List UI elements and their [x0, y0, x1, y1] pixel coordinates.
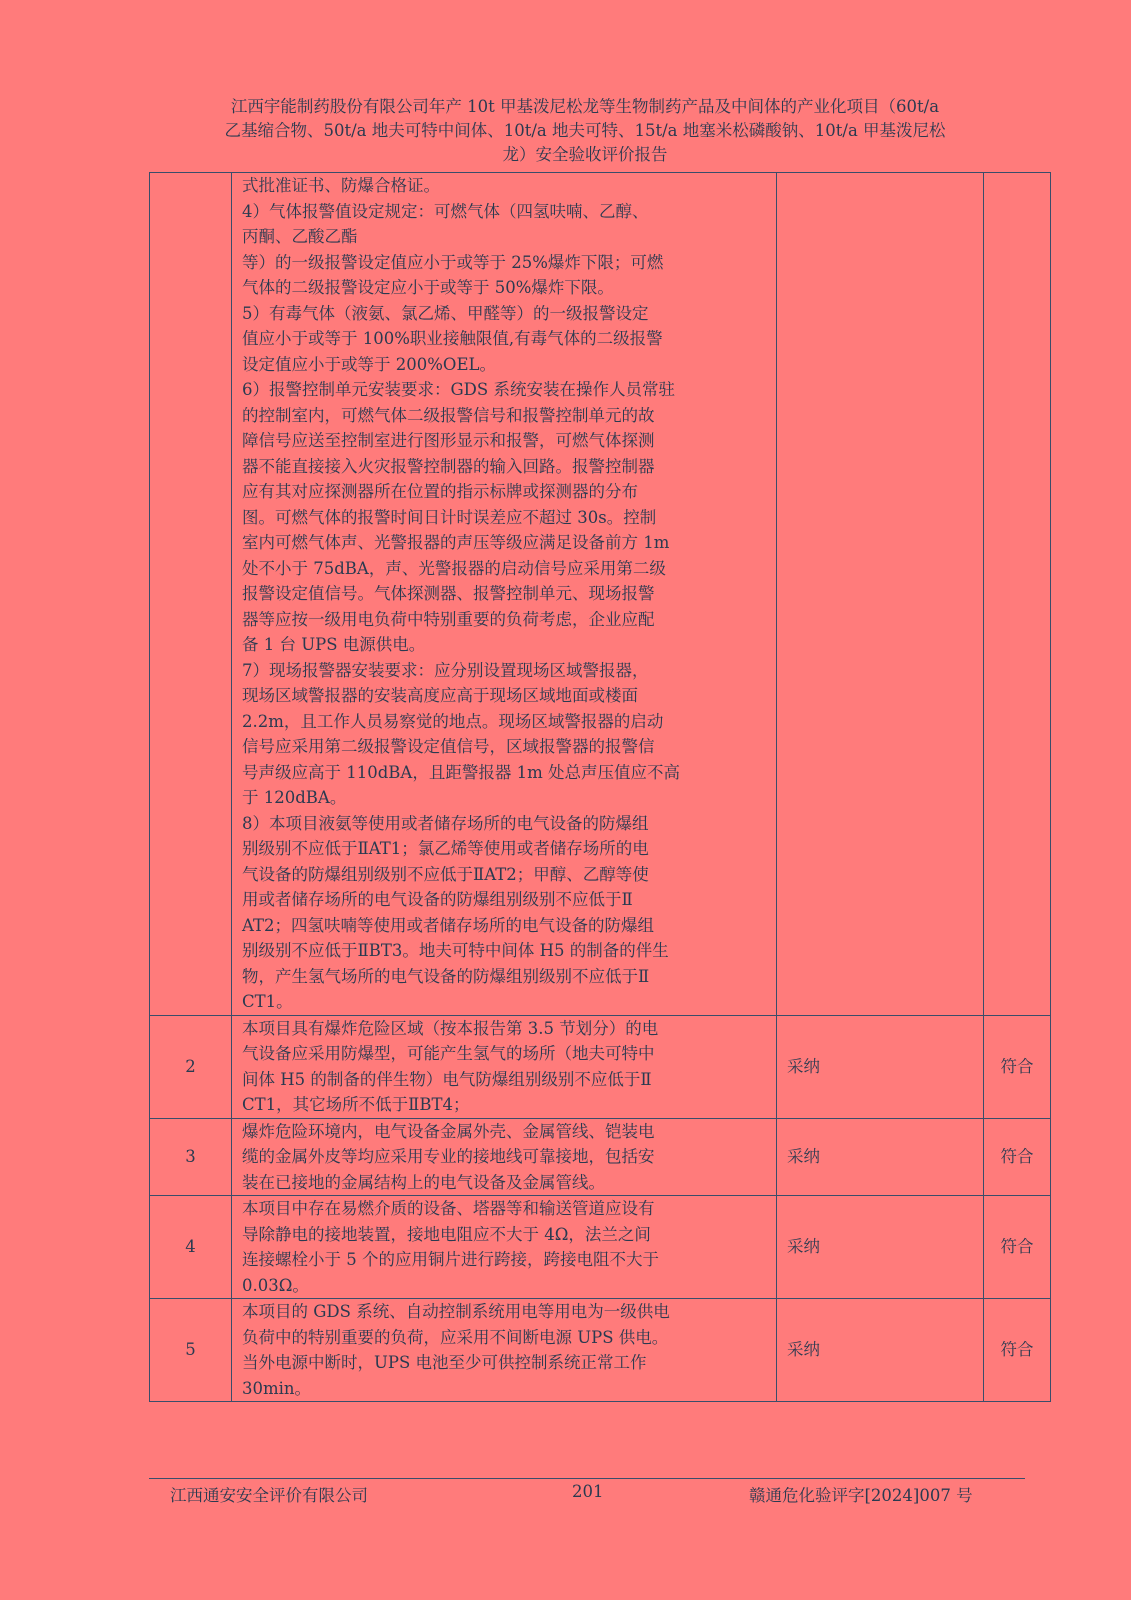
content-line: 器等应按一级用电负荷中特别重要的负荷考虑，企业应配: [242, 609, 655, 629]
content-line: 气设备应采用防爆型，可能产生氢气的场所（地夫可特中: [242, 1044, 655, 1063]
header-line-3: 龙）安全验收评价报告: [502, 145, 668, 164]
content-line: 本项目的 GDS 系统、自动控制系统用电等用电为一级供电: [242, 1302, 670, 1321]
content-line: 现场区域警报器的安装高度应高于现场区域地面或楼面: [242, 686, 638, 705]
header-line-1: 江西宇能制药股份有限公司年产 10t 甲基泼尼松龙等生物制药产品及中间体的产业化项目（60t/a: [230, 97, 940, 116]
header-line-2: 乙基缩合物、50t/a 地夫可特中间体、10t/a 地夫可特、15t/a 地塞米松磷酸钠、10t/a 甲基泼尼松: [224, 121, 946, 140]
page-number: 201: [572, 1482, 604, 1501]
content-line: 报警设定值信号。气体探测器、报警控制单元、现场报警: [242, 584, 655, 603]
content-line: 8）本项目液氨等使用或者储存场所的电气设备的防爆组: [242, 813, 649, 833]
content-line: 室内可燃气体声、光警报器的声压等级应满足设备前方 1m: [242, 533, 670, 552]
content-line: 7）现场报警器安装要求：应分别设置现场区域警报器，: [242, 660, 649, 680]
table-row: [150, 1118, 1051, 1196]
content-line: 缆的金属外皮等均应采用专业的接地线可靠接地，包括安: [242, 1147, 655, 1166]
row-number: 4: [150, 1196, 232, 1299]
evaluation-table: [149, 172, 1051, 1402]
content-line: CT1，其它场所不低于ⅡBT4；: [242, 1095, 470, 1114]
measure-cell: [777, 173, 984, 1016]
content-line: 处不小于 75dBA，声、光警报器的启动信号应采用第二级: [242, 558, 666, 578]
result-cell: 符合: [984, 1196, 1051, 1299]
content-line: 物，产生氢气场所的电气设备的防爆组别级别不应低于Ⅱ: [242, 966, 650, 986]
content-line: 障信号应送至控制室进行图形显示和报警，可燃气体探测: [242, 431, 655, 450]
row-number-cell: [150, 173, 232, 1016]
content-line: 0.03Ω。: [242, 1275, 309, 1295]
row-number: 2: [150, 1015, 232, 1118]
content-line: 4）气体报警值设定规定：可燃气体（四氢呋喃、乙醇、: [242, 201, 649, 221]
measure-cell: 采纳: [777, 1015, 984, 1118]
result-cell: [984, 173, 1051, 1016]
requirement-cell: [232, 1196, 777, 1299]
content-line: 值应小于或等于 100%职业接触限值,有毒气体的二级报警: [242, 329, 663, 348]
row-number: 3: [150, 1118, 232, 1196]
content-line: 设定值应小于或等于 200%OEL。: [242, 354, 496, 374]
content-line: 装在已接地的金属结构上的电气设备及金属管线。: [242, 1172, 605, 1192]
table-row: [150, 1015, 1051, 1118]
result-cell: 符合: [984, 1118, 1051, 1196]
content-line: 备 1 台 UPS 电源供电。: [242, 635, 426, 654]
result-cell: 符合: [984, 1299, 1051, 1402]
row-number: 5: [150, 1299, 232, 1402]
content-line: 6）报警控制单元安装要求：GDS 系统安装在操作人员常驻: [242, 380, 675, 399]
table-row: [150, 1196, 1051, 1299]
content-line: 信号应采用第二级报警设定值信号，区域报警器的报警信: [242, 737, 655, 756]
measure-cell: 采纳: [777, 1299, 984, 1402]
content-line: 的控制室内，可燃气体二级报警信号和报警控制单元的故: [242, 405, 655, 425]
document-number: 赣通危化验评字[2024]007 号: [749, 1486, 973, 1505]
requirement-cell: [232, 1118, 777, 1196]
content-line: 间体 H5 的制备的伴生物）电气防爆组别级别不应低于Ⅱ: [242, 1069, 652, 1089]
content-line: 用或者储存场所的电气设备的防爆组别级别不应低于Ⅱ: [242, 890, 633, 909]
content-line: AT2；四氢呋喃等使用或者储存场所的电气设备的防爆组: [242, 915, 655, 935]
content-line: 本项目具有爆炸危险区域（按本报告第 3.5 节划分）的电: [242, 1018, 659, 1038]
content-line: 当外电源中断时，UPS 电池至少可供控制系统正常工作: [242, 1353, 647, 1372]
content-line: 等）的一级报警设定值应小于或等于 25%爆炸下限；可燃: [242, 252, 664, 272]
requirement-cell: [232, 1299, 777, 1402]
content-line: 于 120dBA。: [242, 788, 347, 807]
content-line: 别级别不应低于ⅡBT3。地夫可特中间体 H5 的制备的伴生: [242, 941, 669, 960]
content-line: 应有其对应探测器所在位置的指示标牌或探测器的分布: [242, 482, 638, 501]
content-line: 导除静电的接地装置，接地电阻应不大于 4Ω，法兰之间: [242, 1224, 651, 1244]
table-row-continuation: [150, 173, 1051, 1016]
page-header: [150, 95, 1020, 167]
content-line: 本项目中存在易燃介质的设备、塔器等和输送管道应设有: [242, 1199, 655, 1218]
content-line: CT1。: [242, 992, 293, 1011]
measure-cell: 采纳: [777, 1118, 984, 1196]
result-cell: 符合: [984, 1015, 1051, 1118]
footer-company: 江西通安安全评价有限公司: [170, 1486, 368, 1505]
content-line: 号声级应高于 110dBA，且距警报器 1m 处总声压值应不高: [242, 762, 680, 782]
content-line: 5）有毒气体（液氨、氯乙烯、甲醛等）的一级报警设定: [242, 303, 649, 323]
requirement-cell: [232, 1015, 777, 1118]
content-line: 式批准证书、防爆合格证。: [242, 176, 440, 195]
content-line: 图。可燃气体的报警时间日计时误差应不超过 30s。控制: [242, 507, 657, 527]
measure-cell: 采纳: [777, 1196, 984, 1299]
content-line: 丙酮、乙酸乙酯: [242, 227, 358, 246]
content-line: 气体的二级报警设定应小于或等于 50%爆炸下限。: [242, 278, 614, 297]
content-line: 气设备的防爆组别级别不应低于ⅡAT2；甲醇、乙醇等使: [242, 864, 649, 884]
content-line: 2.2m，且工作人员易察觉的地点。现场区域警报器的启动: [242, 711, 664, 731]
requirement-cell: [232, 173, 777, 1016]
content-line: 30min。: [242, 1378, 312, 1398]
content-line: 负荷中的特别重要的负荷，应采用不间断电源 UPS 供电。: [242, 1327, 669, 1347]
content-line: 器不能直接接入火灾报警控制器的输入回路。报警控制器: [242, 456, 655, 476]
footer-divider: [149, 1478, 1025, 1479]
content-line: 别级别不应低于ⅡAT1；氯乙烯等使用或者储存场所的电: [242, 839, 649, 858]
table-row: [150, 1299, 1051, 1402]
content-line: 爆炸危险环境内，电气设备金属外壳、金属管线、铠装电: [242, 1121, 655, 1141]
content-line: 连接螺栓小于 5 个的应用铜片进行跨接，跨接电阻不大于: [242, 1250, 659, 1269]
